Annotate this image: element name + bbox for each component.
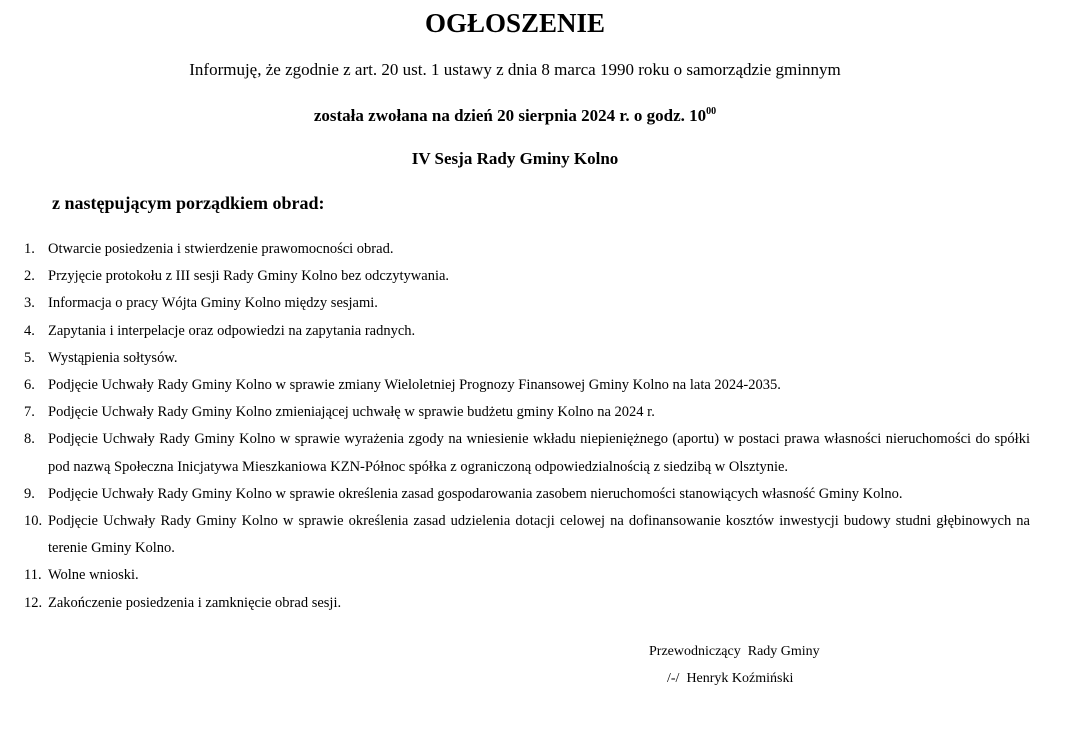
agenda-heading: z następującym porządkiem obrad:: [52, 193, 325, 213]
agenda-item-text: Podjęcie Uchwały Rady Gminy Kolno w sprawie wyrażenia zgody na wniesienie wkładu niepieniężnego (aportu) w postaci prawa własności nieruchomości do spółki pod nazwą Społeczna Inicjatywa Mieszkaniowa KZN-Północ spółka z ograniczoną odpowiedzialnością z siedzibą w Olsztynie.: [48, 431, 1030, 475]
agenda-item-text: Zakończenie posiedzenia i zamknięcie obrad sesji.: [48, 594, 342, 611]
signature-role: Przewodniczący Rady Gminy: [649, 644, 820, 659]
agenda-item-number: 5.: [24, 349, 35, 366]
agenda-item-number: 6.: [24, 377, 35, 394]
agenda-item-number: 4.: [24, 322, 35, 339]
agenda-item-text: Podjęcie Uchwały Rady Gminy Kolno w sprawie określenia zasad udzielenia dotacji celowej na dofinansowanie kosztów inwestycji budowy studni głębinowych na terenie Gminy Kolno.: [48, 513, 1030, 557]
agenda-item: [0, 562, 1030, 589]
agenda-item: [0, 290, 1030, 317]
signature-name: /-/ Henryk Koźmiński: [667, 671, 794, 686]
agenda-item-number: 3.: [24, 295, 35, 312]
agenda-item: [0, 426, 1030, 480]
agenda-item: [0, 263, 1030, 290]
agenda-item: [0, 399, 1030, 426]
agenda-item-text: Informacja o pracy Wójta Gminy Kolno między sesjami.: [48, 295, 378, 312]
agenda-item: [0, 590, 1030, 617]
agenda-item: [0, 508, 1030, 562]
agenda-list: [0, 236, 1030, 617]
agenda-item-text: Otwarcie posiedzenia i stwierdzenie prawomocności obrad.: [48, 241, 394, 257]
agenda-item-number: 1.: [24, 241, 35, 257]
convened-text: została zwołana na dzień 20 sierpnia 2024 r. o godz. 10: [313, 106, 707, 125]
agenda-item-text: Wolne wnioski.: [48, 567, 139, 584]
agenda-item-text: Zapytania i interpelacje oraz odpowiedzi na zapytania radnych.: [48, 322, 416, 339]
agenda-item-number: 8.: [24, 431, 35, 448]
agenda-item: [0, 236, 1030, 263]
convened-line: [0, 104, 1030, 128]
agenda-item-number: 9.: [24, 485, 35, 502]
agenda-item-number: 10.: [24, 513, 43, 530]
agenda-item-number: 7.: [24, 404, 35, 421]
agenda-item-text: Podjęcie Uchwały Rady Gminy Kolno zmieniającej uchwałę w sprawie budżetu gminy Kolno na 2024 r.: [48, 404, 655, 421]
agenda-item: [0, 345, 1030, 372]
agenda-item-number: 2.: [24, 268, 35, 285]
agenda-item-text: Podjęcie Uchwały Rady Gminy Kolno w sprawie zmiany Wieloletniej Prognozy Finansowej Gminy Kolno na lata 2024-2035.: [48, 377, 781, 394]
agenda-item: [0, 372, 1030, 399]
document-title: OGŁOSZENIE: [424, 8, 606, 38]
agenda-item-number: 11.: [24, 567, 42, 584]
intro-paragraph: Informuję, że zgodnie z art. 20 ust. 1 ustawy z dnia 8 marca 1990 roku o samorządzie gminnym: [189, 60, 841, 79]
convened-minutes: 00: [706, 106, 717, 117]
agenda-item-text: Podjęcie Uchwały Rady Gminy Kolno w sprawie określenia zasad gospodarowania zasobem nieruchomości stanowiących własność Gminy Kolno.: [48, 485, 903, 502]
agenda-item-number: 12.: [24, 594, 43, 611]
agenda-item-text: Przyjęcie protokołu z III sesji Rady Gminy Kolno bez odczytywania.: [48, 268, 450, 285]
agenda-item-text: Wystąpienia sołtysów.: [48, 349, 178, 366]
session-name: IV Sesja Rady Gminy Kolno: [411, 149, 619, 168]
agenda-item: [0, 481, 1030, 508]
agenda-item: [0, 318, 1030, 345]
